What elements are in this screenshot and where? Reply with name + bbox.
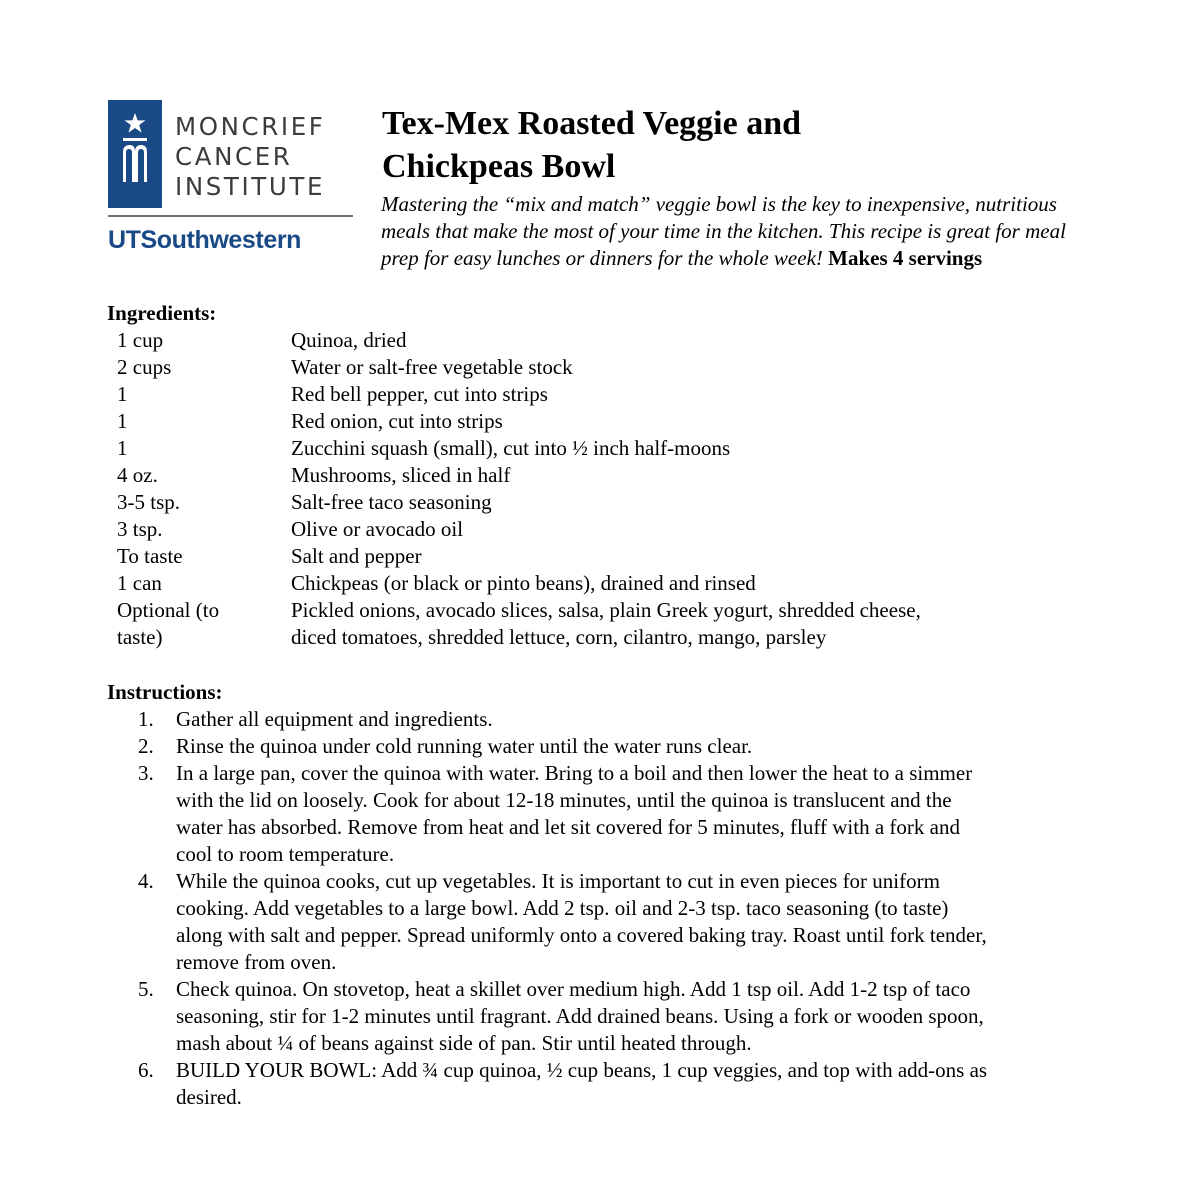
ingredient-row [117,327,1011,354]
logo-line-1: MONCRIEF [175,112,326,141]
ingredient-name: Water or salt-free vegetable stock [291,355,573,379]
ingredient-row [117,489,1011,516]
moncrief-logo [108,100,356,260]
optional-qty-line-2: taste) [117,625,163,649]
ingredient-name: Salt-free taco seasoning [291,490,492,514]
instruction-step [138,733,1100,760]
ingredient-row [117,381,1011,408]
step-line: remove from oven. [176,950,337,974]
ingredient-row [117,408,1011,435]
step-number: 4. [138,869,154,893]
optional-qty-line-1: Optional (to [117,598,220,622]
ingredient-qty: 2 cups [117,355,172,379]
step-line: seasoning, stir for 1-2 minutes until fragrant. Add drained beans. Using a fork or wooden spoon, [176,1004,984,1028]
logo-wordmark [175,112,360,202]
recipe-intro [381,191,1081,272]
step-line: with the lid on loosely. Cook for about 12-18 minutes, until the quinoa is translucent and the [176,788,952,812]
step-line: mash about ¼ of beans against side of pan. Stir until heated through. [176,1031,752,1055]
ingredient-row [117,435,1011,462]
ingredient-row [117,516,1011,543]
step-number: 5. [138,977,154,1001]
ingredient-name: Olive or avocado oil [291,517,464,541]
ut-southwestern-logo: UTSouthwestern [108,226,302,254]
step-number: 2. [138,734,154,758]
ingredient-qty: 1 cup [117,328,164,352]
ingredient-name: Chickpeas (or black or pinto beans), drained and rinsed [291,571,756,595]
step-line: BUILD YOUR BOWL: Add ¾ cup quinoa, ½ cup beans, 1 cup veggies, and top with add-ons as [176,1058,988,1082]
optional-item-line-1: Pickled onions, avocado slices, salsa, plain Greek yogurt, shredded cheese, [291,598,921,622]
recipe-title [382,102,942,188]
instructions-heading: Instructions: [107,680,223,704]
instruction-step [138,868,1100,976]
ingredient-qty: To taste [117,544,183,568]
title-line-2: Chickpeas Bowl [382,148,616,185]
instruction-step [138,706,1100,733]
ingredient-qty: 1 can [117,571,162,595]
step-line: cooking. Add vegetables to a large bowl. Add 2 tsp. oil and 2-3 tsp. taco seasoning (to taste) [176,896,949,920]
ingredient-qty: 1 [117,382,128,406]
step-line: Check quinoa. On stovetop, heat a skillet over medium high. Add 1 tsp oil. Add 1-2 tsp of taco [176,977,971,1001]
intro-text: Mastering the “mix and match” veggie bowl is the key to inexpensive, nutritious meals that make the most of your time in the kitchen. This recipe is great for meal prep for easy lunches or dinners for the whole week! [381,192,1066,270]
step-number: 1. [138,707,154,731]
step-number: 3. [138,761,154,785]
ingredient-qty: 1 [117,409,128,433]
step-line: cool to room temperature. [176,842,395,866]
step-line: along with salt and pepper. Spread uniformly onto a covered baking tray. Roast until fork tender, [176,923,987,947]
instruction-step [138,1057,1100,1111]
title-line-1: Tex-Mex Roasted Veggie and [382,105,802,142]
step-line: In a large pan, cover the quinoa with water. Bring to a boil and then lower the heat to a simmer [176,761,973,785]
ingredient-name: Salt and pepper [291,544,422,568]
ingredient-qty: 1 [117,436,128,460]
ingredient-row [117,543,1011,570]
instruction-step [138,760,1100,868]
ingredient-name-optional [291,597,1011,651]
ingredient-name: Mushrooms, sliced in half [291,463,511,487]
servings-text: Makes 4 servings [828,246,983,270]
logo-line-3: INSTITUTE [175,172,326,201]
step-line: Rinse the quinoa under cold running water until the water runs clear. [176,734,753,758]
step-line: desired. [176,1085,242,1109]
ingredient-name: Red bell pepper, cut into strips [291,382,548,406]
ingredient-row [117,570,1011,597]
ingredients-table [117,327,1011,651]
ingredient-qty-optional [117,597,291,651]
instructions-list [138,706,1100,1111]
ingredients-heading: Ingredients: [107,301,217,325]
ingredient-row [117,354,1011,381]
logo-line-2: CANCER [175,142,293,171]
ingredient-row [117,462,1011,489]
ingredient-name: Quinoa, dried [291,328,407,352]
ingredient-qty: 3 tsp. [117,517,163,541]
optional-item-line-2: diced tomatoes, shredded lettuce, corn, cilantro, mango, parsley [291,625,827,649]
ingredient-name: Zucchini squash (small), cut into ½ inch half-moons [291,436,731,460]
logo-divider [108,215,353,217]
step-line: water has absorbed. Remove from heat and let sit covered for 5 minutes, fluff with a fork and [176,815,960,839]
ingredient-qty: 4 oz. [117,463,158,487]
ingredient-name: Red onion, cut into strips [291,409,503,433]
logo-emblem [108,100,162,208]
step-line: While the quinoa cooks, cut up vegetables. It is important to cut in even pieces for uniform [176,869,940,893]
ingredient-qty: 3-5 tsp. [117,490,180,514]
step-number: 6. [138,1058,154,1082]
ingredient-row-optional [117,597,1011,651]
step-line: Gather all equipment and ingredients. [176,707,493,731]
instruction-step [138,976,1100,1057]
